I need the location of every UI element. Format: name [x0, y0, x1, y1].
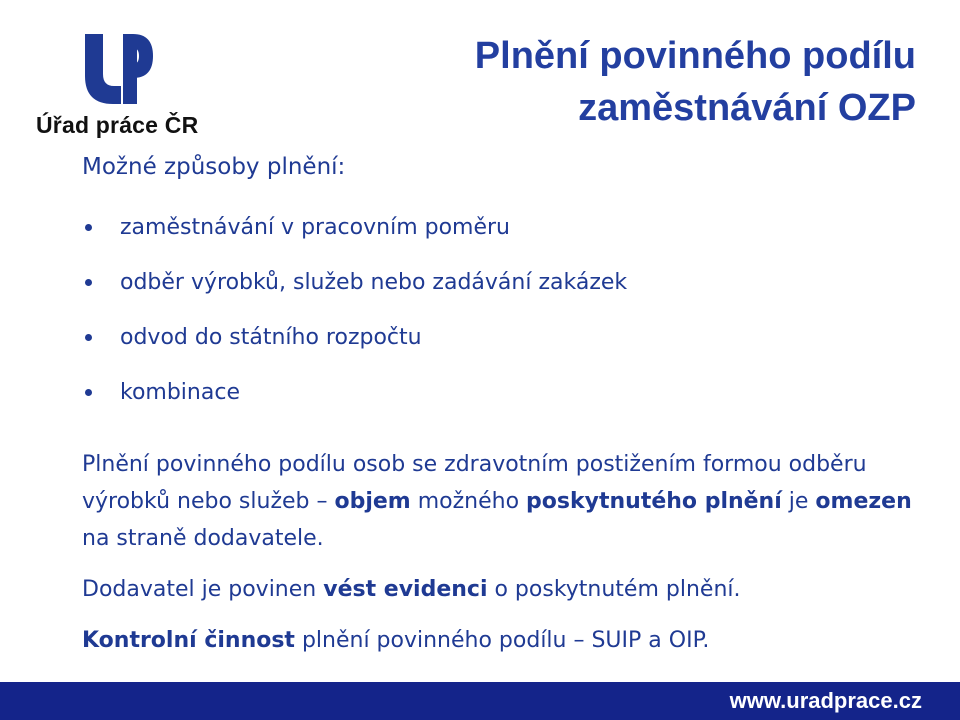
bullet-icon	[85, 224, 92, 231]
list-item	[82, 318, 932, 373]
footer-url-link[interactable]: www.uradprace.cz	[729, 688, 922, 713]
title-line-1: Plnění povinného podílu	[474, 35, 916, 77]
para2-bold-1: vést evidenci	[323, 577, 488, 602]
urad-prace-logo-icon	[81, 30, 156, 106]
bullet-list	[82, 208, 932, 428]
intro-text: Možné způsoby plnění:	[82, 154, 346, 180]
logo-text: Úřad práce ČR	[36, 112, 199, 138]
list-item	[82, 208, 932, 263]
list-item-text: kombinace	[120, 380, 240, 405]
para1-text-3: je	[781, 489, 816, 514]
bullet-icon	[85, 389, 92, 396]
logo	[36, 30, 206, 139]
list-item-text: odběr výrobků, služeb nebo zadávání zakázek	[120, 270, 628, 295]
para1-text-4: na straně dodavatele.	[82, 526, 324, 551]
para1-bold-1: objem	[334, 489, 411, 514]
bullet-icon	[85, 279, 92, 286]
footer-bar	[0, 682, 960, 720]
para3-text-1: plnění povinného podílu – SUIP a OIP.	[294, 628, 710, 653]
paragraph-evidence	[82, 571, 932, 608]
list-item	[82, 373, 932, 428]
para2-text-1: Dodavatel je povinen	[82, 577, 324, 602]
para3-bold-1: Kontrolní činnost	[82, 628, 295, 653]
paragraph-control	[82, 622, 932, 659]
list-item-text: zaměstnávání v pracovním poměru	[120, 215, 510, 240]
bullet-icon	[85, 334, 92, 341]
paragraph-limit	[82, 446, 932, 557]
slide-title	[475, 30, 916, 134]
list-item-text: odvod do státního rozpočtu	[120, 325, 422, 350]
para1-bold-3: omezen	[815, 489, 912, 514]
list-item	[82, 263, 932, 318]
title-line-2: zaměstnávání OZP	[578, 87, 916, 129]
para1-text-1: Plnění povinného podílu osob se zdravotním postižením formou odběru výrobků nebo služeb –	[82, 452, 867, 514]
para1-text-2: možného	[410, 489, 527, 514]
para2-text-2: o poskytnutém plnění.	[487, 577, 741, 602]
slide-content	[82, 154, 932, 673]
para1-bold-2: poskytnutého plnění	[526, 489, 782, 514]
